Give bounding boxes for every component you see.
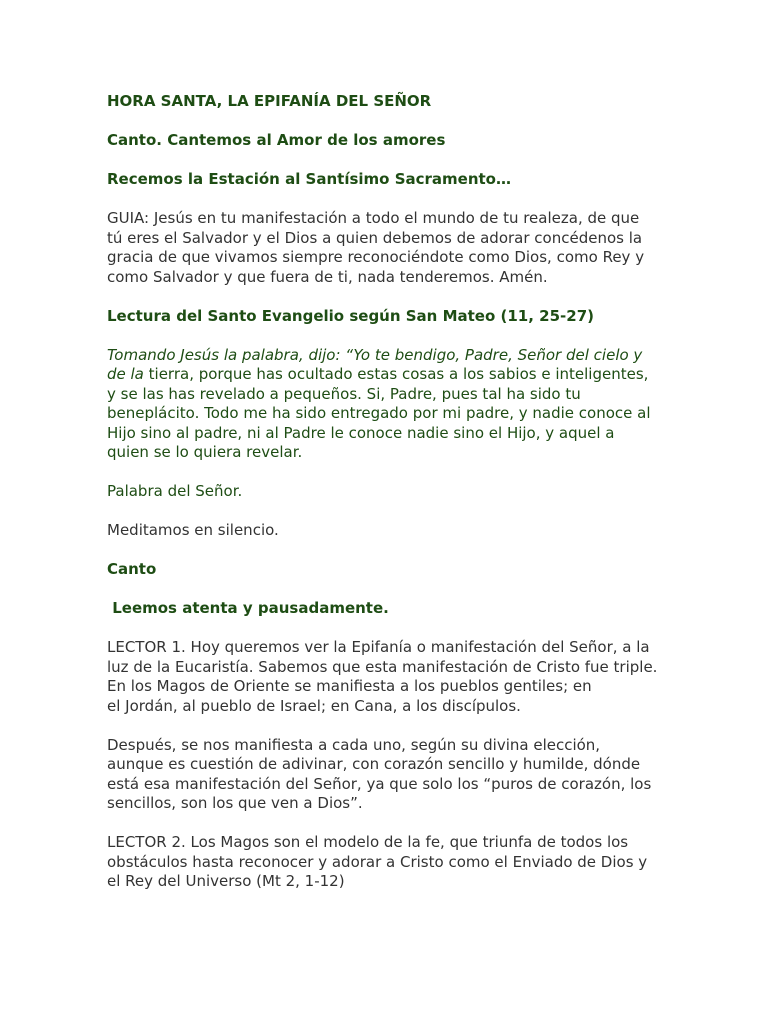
despues-line: está esa manifestación del Señor, ya que solo los “puros de corazón, los xyxy=(107,774,652,793)
evangelio-paragraph xyxy=(107,346,668,463)
guia-paragraph xyxy=(107,209,668,287)
lector1-line: luz de la Eucaristía. Sabemos que esta manifestación de Cristo fue triple. xyxy=(107,657,658,676)
evangelio-italic-fragment: de la xyxy=(107,365,144,383)
despues-paragraph xyxy=(107,736,668,814)
evangelio-line: beneplácito. Todo me ha sido entregado por mi padre, y nadie conoce al xyxy=(107,404,651,422)
lector1-line: el Jordán, al pueblo de Israel; en Cana, a los discípulos. xyxy=(107,696,521,715)
leemos-heading: Leemos atenta y pausadamente. xyxy=(107,599,389,617)
canto-label: Canto xyxy=(107,560,157,578)
canto-heading: Canto. Cantemos al Amor de los amores xyxy=(107,131,446,149)
despues-line: Después, se nos manifiesta a cada uno, según su divina elección, xyxy=(107,735,601,754)
despues-line: aunque es cuestión de adivinar, con corazón sencillo y humilde, dónde xyxy=(107,755,641,773)
lectura-heading: Lectura del Santo Evangelio según San Mateo (11, 25-27) xyxy=(107,306,594,325)
palabra-text: Palabra del Señor. xyxy=(107,482,243,500)
page-title: HORA SANTA, LA EPIFANÍA DEL SEÑOR xyxy=(107,92,432,110)
evangelio-line: tierra, porque has ocultado estas cosas a los sabios e inteligentes, xyxy=(143,365,649,383)
lector1-line: En los Magos de Oriente se manifiesta a los pueblos gentiles; en xyxy=(107,677,592,695)
lector2-line: LECTOR 2. Los Magos son el modelo de la fe, que triunfa de todos los xyxy=(107,833,629,851)
guia-line: tú eres el Salvador y el Dios a quien debemos de adorar concédenos la xyxy=(107,228,643,247)
evangelio-line: quien se lo quiera revelar. xyxy=(107,443,303,461)
meditamos-text: Meditamos en silencio. xyxy=(107,521,279,539)
estacion-heading: Recemos la Estación al Santísimo Sacramento… xyxy=(107,170,511,188)
evangelio-line: y se las has revelado a pequeños. Si, Padre, pues tal ha sido tu xyxy=(107,384,581,403)
lector2-line: obstáculos hasta reconocer y adorar a Cristo como el Enviado de Dios y xyxy=(107,852,648,871)
evangelio-line: Hijo sino al padre, ni al Padre le conoce nadie sino el Hijo, y aquel a xyxy=(107,423,615,442)
lector2-paragraph xyxy=(107,833,668,892)
lector1-paragraph xyxy=(107,638,668,716)
lector2-line: el Rey del Universo (Mt 2, 1-12) xyxy=(107,872,345,890)
guia-line: como Salvador y que fuera de ti, nada tenderemos. Amén. xyxy=(107,267,548,286)
lector1-line: LECTOR 1. Hoy queremos ver la Epifanía o manifestación del Señor, a la xyxy=(107,638,650,656)
guia-line: gracia de que vivamos siempre reconociéndote como Dios, como Rey y xyxy=(107,248,645,266)
guia-line: GUIA: Jesús en tu manifestación a todo el mundo de tu realeza, de que xyxy=(107,209,640,227)
despues-line: sencillos, son los que ven a Dios”. xyxy=(107,794,363,812)
evangelio-italic-line: Tomando Jesús la palabra, dijo: “Yo te bendigo, Padre, Señor del cielo y xyxy=(107,345,643,364)
